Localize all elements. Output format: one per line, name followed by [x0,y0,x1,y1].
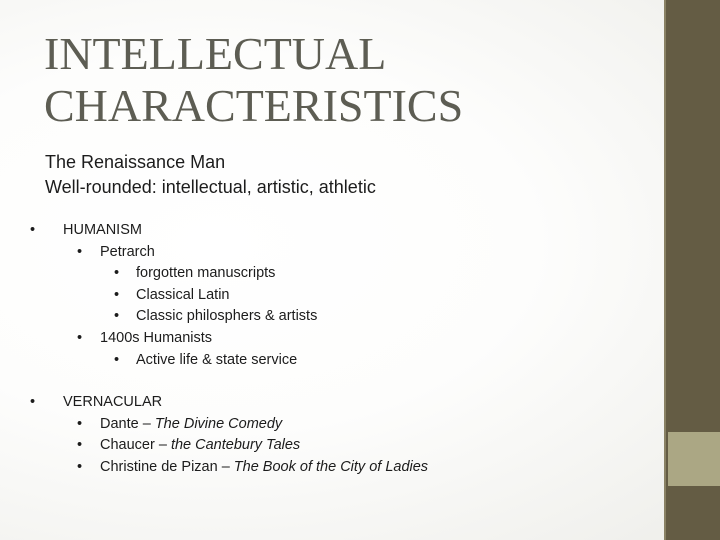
bullet-list [30,220,428,479]
pizan-author: Christine de Pizan – [100,458,234,475]
slide-title-line-1: INTELLECTUAL [44,28,387,79]
bullet-christine-de-pizan [30,457,428,479]
bullet-classic-philosophers: • Classic philosphers & artists [30,306,428,328]
slide-title [44,28,463,132]
bullet-forgotten-manuscripts: • forgotten manuscripts [30,263,428,285]
bullet-petrarch: • Petrarch [30,242,428,264]
bullet-chaucer [30,435,428,457]
slide-subtitle [45,150,376,200]
pizan-work-title: The Book of the City of Ladies [233,458,429,475]
sidebar-accent-block [668,432,720,486]
bullet-vernacular: • VERNACULAR [30,392,428,414]
chaucer-author: Chaucer – [100,437,171,454]
bullet-1400s-humanists: • 1400s Humanists [30,328,428,350]
subtitle-line-1: The Renaissance Man [45,152,226,172]
dante-work-title: The Divine Comedy [154,415,283,432]
slide-title-line-2: CHARACTERISTICS [44,80,464,131]
bullet-humanism: • HUMANISM [30,220,428,242]
bullet-classical-latin: • Classical Latin [30,285,428,307]
dante-author: Dante – [100,415,155,432]
bullet-dante [30,414,428,436]
subtitle-line-2: Well-rounded: intellectual, artistic, athletic [45,177,376,197]
bullet-active-life: • Active life & state service [30,350,428,372]
chaucer-work-title: the Cantebury Tales [170,437,301,454]
list-spacer [30,371,428,392]
